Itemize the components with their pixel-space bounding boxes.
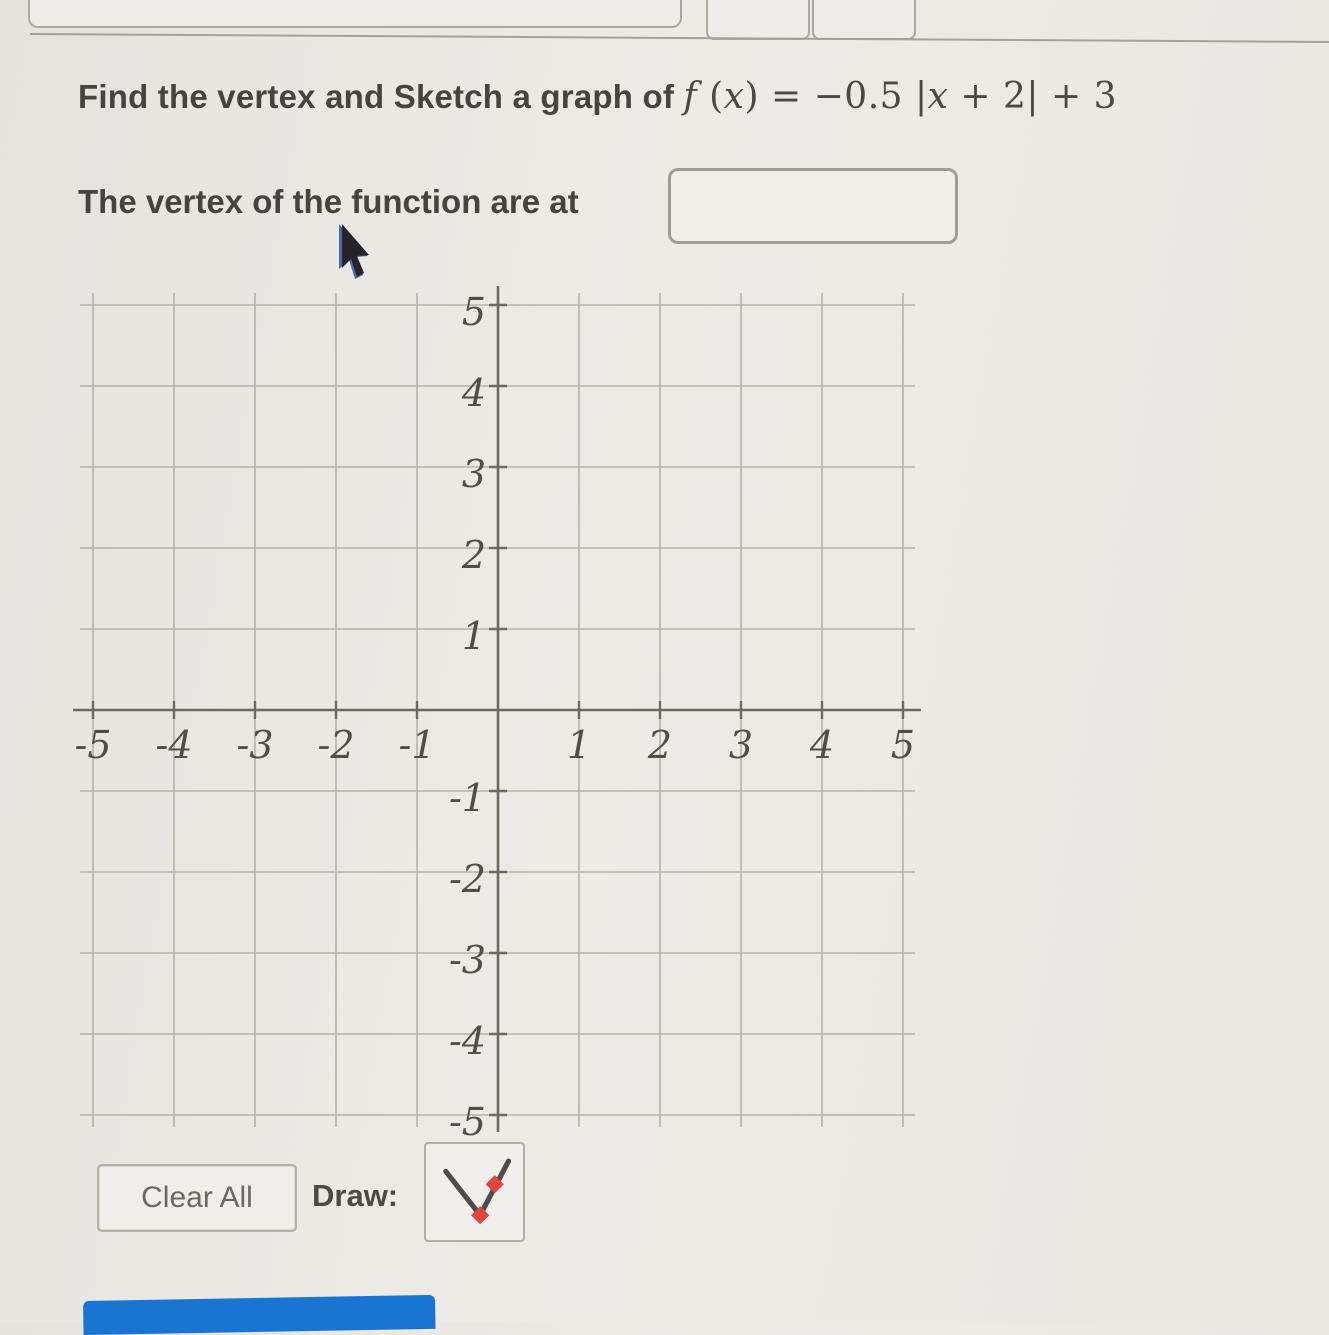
x-tick-label: 5 [890,723,916,767]
y-tick-label: -1 [448,776,486,820]
x-tick-label: -2 [317,723,355,767]
section-divider [30,33,1329,43]
x-tick-label: 3 [728,723,754,767]
y-tick-label: 3 [461,452,486,496]
y-tick-label: -5 [448,1100,486,1142]
y-tick-label: -2 [448,857,486,901]
vertex-prompt: The vertex of the function are at [78,183,579,220]
submit-question-button-partial[interactable] [83,1295,436,1335]
x-tick-label: -5 [74,723,112,767]
top-toolbar-button-partial[interactable] [812,0,916,40]
x-tick-label: 1 [566,723,592,767]
draw-absolute-value-tool-button[interactable] [424,1142,525,1242]
axes [73,286,921,1132]
function-formula: f (x) = −0.5 |x + 2| + 3 [683,76,1117,117]
vertex-answer-input[interactable] [668,168,958,244]
clear-all-button[interactable] [97,1164,297,1232]
graph-canvas[interactable] [55,280,925,1142]
x-tick-label: 4 [809,723,835,767]
clear-all-label: Clear All [141,1181,253,1214]
x-tick-label: -3 [236,723,274,767]
x-tick-label: -4 [155,723,193,767]
problem-prompt-text: Find the vertex and Sketch a graph of [78,78,675,115]
y-tick-label: -4 [448,1019,486,1063]
x-tick-label: 2 [647,723,673,767]
x-axis-labels [74,723,915,767]
y-axis-labels [449,290,486,1142]
mouse-cursor-icon [336,224,378,282]
y-tick-label: 2 [461,533,486,577]
x-tick-label: -1 [398,723,436,767]
y-tick-label: 1 [461,614,486,658]
top-toolbar-button-partial[interactable] [706,0,810,40]
absolute-value-v-icon [432,1149,518,1235]
draw-label: Draw: [312,1178,399,1213]
y-tick-label: 4 [461,371,486,415]
previous-answer-box-partial[interactable] [28,0,682,28]
y-tick-label: -3 [448,938,486,982]
problem-statement [78,76,1318,117]
y-tick-label: 5 [461,290,486,334]
